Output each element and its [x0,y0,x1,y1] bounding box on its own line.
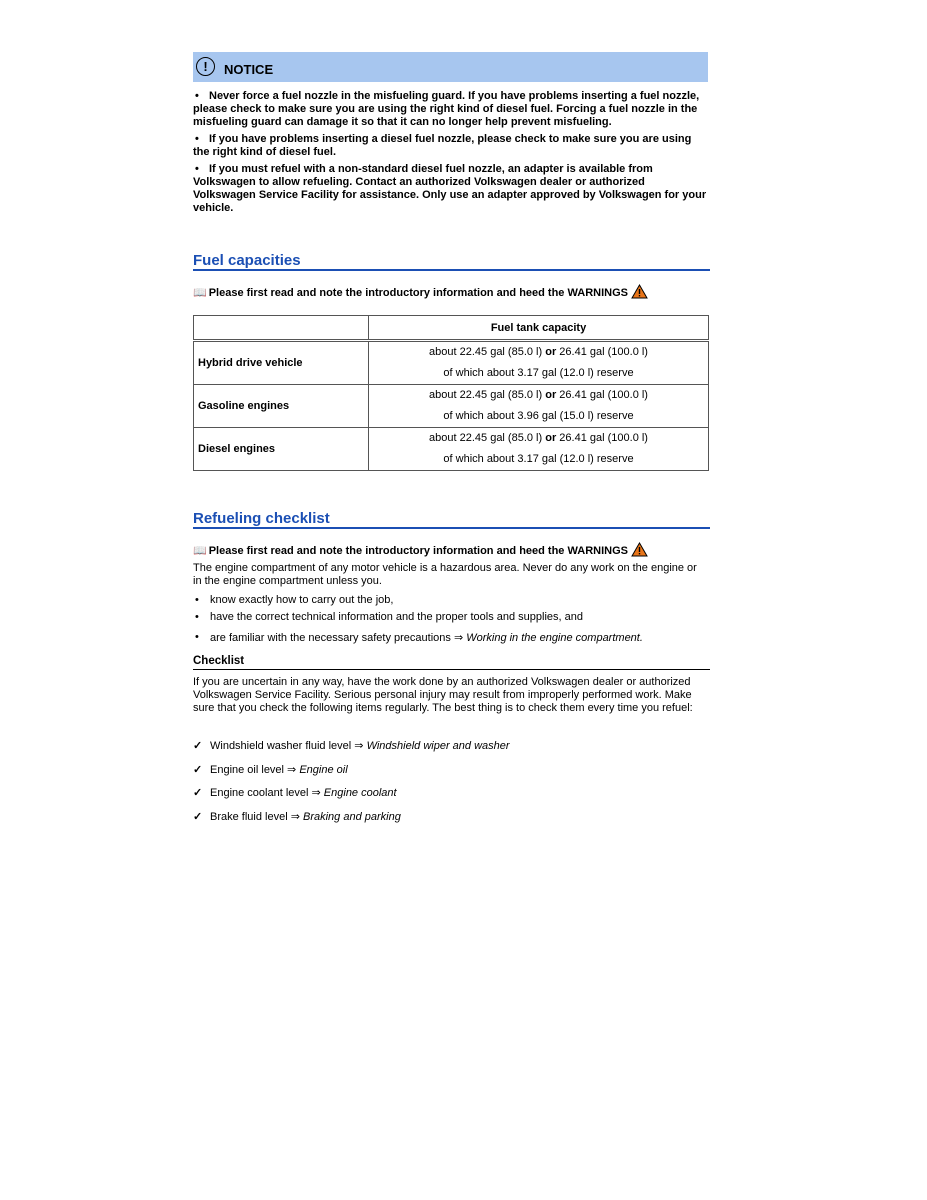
checkmark-icon: ✓ [193,787,203,799]
read-note: 📖 Please first read and note the introductory information and heed the WARNINGS [193,284,648,299]
cross-reference-link[interactable]: Braking and parking [302,811,401,823]
capacity-cell: about 22.45 gal (85.0 l) or 26.41 gal (100.0 l) of which about 3.17 gal (12.0 l) reserve [369,341,709,385]
row-label: Diesel engines [194,428,369,471]
heading-rule [193,269,710,271]
row-label: Gasoline engines [194,385,369,428]
cross-reference-link[interactable]: Engine oil [299,764,348,776]
read-note: 📖 Please first read and note the introductory information and heed the WARNINGS [193,542,648,557]
capacity-cell: about 22.45 gal (85.0 l) or 26.41 gal (100.0 l) of which about 3.17 gal (12.0 l) reserve [369,428,709,471]
checkmark-icon: ✓ [193,740,203,752]
subheading-rule [193,669,710,670]
book-icon: 📖 [193,545,207,557]
warning-triangle-icon [631,284,648,299]
exclamation-circle-icon: ! [196,57,215,76]
cross-reference-link[interactable]: Working in the engine compartment. [466,632,643,644]
fuel-capacity-table [193,315,709,471]
cross-reference-link[interactable]: Windshield wiper and washer [366,740,510,752]
section-heading-refueling-checklist: Refueling checklist [193,510,330,527]
table-row [194,428,709,471]
checkmark-icon: ✓ [193,811,203,823]
table-header-empty [194,316,369,341]
notice-bullet: • Never force a fuel nozzle in the misfueling guard. If you have problems inserting a fuel nozzle, please check to make sure you are using the right kind of diesel fuel. Forcing a fuel nozzle in the misfueling guard can damage it so that it can no longer help prevent misfueling. [193,90,700,128]
heading-rule [193,527,710,529]
section-heading-fuel-capacities: Fuel capacities [193,252,301,269]
cross-reference-link[interactable]: Engine coolant [323,787,397,799]
notice-title: NOTICE [224,62,274,77]
checklist-title: Checklist [193,655,245,667]
table-row [194,385,709,428]
checklist-intro: If you are uncertain in any way, have the work done by an authorized Volkswagen dealer or authorized Volkswagen Service Facility. Serious personal injury may result from improperly performed work. Make sure that you check the following items regularly. The best thing is to check them every time you refuel: [193,676,693,714]
warning-triangle-icon [631,542,648,557]
book-icon: 📖 [193,287,207,299]
checkmark-icon: ✓ [193,764,203,776]
intro-paragraph: The engine compartment of any motor vehicle is a hazardous area. Never do any work on the engine or in the engine compartment unless you. [193,562,697,587]
capacity-cell: about 22.45 gal (85.0 l) or 26.41 gal (100.0 l) of which about 3.96 gal (15.0 l) reserve [369,385,709,428]
table-row [194,341,709,385]
row-label: Hybrid drive vehicle [194,341,369,385]
notice-bullet: • If you must refuel with a non-standard diesel fuel nozzle, an adapter is available from Volkswagen to allow refueling. Contact an authorized Volkswagen dealer or authorized Volkswagen Service Facility for assistance. Only use an adapter approved by Volkswagen for your vehicle. [193,163,707,214]
table-header-fuel-tank-capacity: Fuel tank capacity [369,316,709,341]
notice-bullet: • If you have problems inserting a diesel fuel nozzle, please check to make sure you are using the right kind of diesel fuel. [193,133,692,158]
